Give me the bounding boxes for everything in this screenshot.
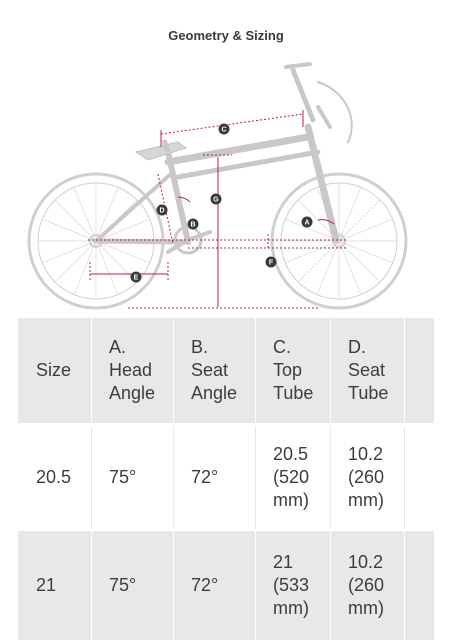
marker-d bbox=[157, 205, 168, 216]
marker-b bbox=[188, 219, 199, 230]
cell-seat-angle: 72° bbox=[191, 575, 219, 595]
marker-g bbox=[211, 194, 222, 205]
bike-frame bbox=[96, 64, 352, 253]
marker-a bbox=[302, 217, 313, 228]
cell-seat-tube: 10.2 (260 mm) bbox=[348, 552, 385, 618]
svg-text:F: F bbox=[268, 259, 274, 267]
header-head-angle: A. Head Angle bbox=[109, 337, 156, 403]
svg-text:E: E bbox=[133, 274, 139, 282]
table-row bbox=[18, 426, 434, 529]
header-overflow bbox=[404, 318, 434, 423]
header-seat-tube: D. Seat Tube bbox=[348, 337, 389, 403]
geometry-table bbox=[18, 318, 434, 640]
geometry-card bbox=[18, 8, 434, 640]
svg-text:A: A bbox=[304, 219, 310, 227]
svg-text:D: D bbox=[159, 207, 165, 215]
svg-text:C: C bbox=[221, 126, 227, 134]
svg-text:G: G bbox=[213, 196, 219, 204]
cell-top-tube: 21 (533 mm) bbox=[273, 552, 310, 618]
cell-head-angle: 75° bbox=[109, 575, 137, 595]
bike-geometry-diagram bbox=[18, 52, 434, 314]
header-seat-angle: B. Seat Angle bbox=[191, 337, 238, 403]
table-header-row bbox=[18, 318, 434, 423]
cell-head-angle: 75° bbox=[109, 467, 137, 487]
cell-seat-angle: 72° bbox=[191, 467, 219, 487]
table-row bbox=[18, 531, 434, 640]
cell-top-tube: 20.5 (520 mm) bbox=[273, 444, 310, 510]
cell-size: 20.5 bbox=[36, 467, 72, 487]
marker-c bbox=[219, 124, 230, 135]
svg-text:B: B bbox=[190, 221, 196, 229]
cell-seat-tube: 10.2 (260 mm) bbox=[348, 444, 385, 510]
header-top-tube: C. Top Tube bbox=[273, 337, 314, 403]
page-title: Geometry & Sizing bbox=[168, 28, 284, 43]
marker-f bbox=[266, 257, 277, 268]
marker-e bbox=[131, 272, 142, 283]
header-size: Size bbox=[36, 360, 72, 380]
cell-size: 21 bbox=[36, 575, 57, 595]
